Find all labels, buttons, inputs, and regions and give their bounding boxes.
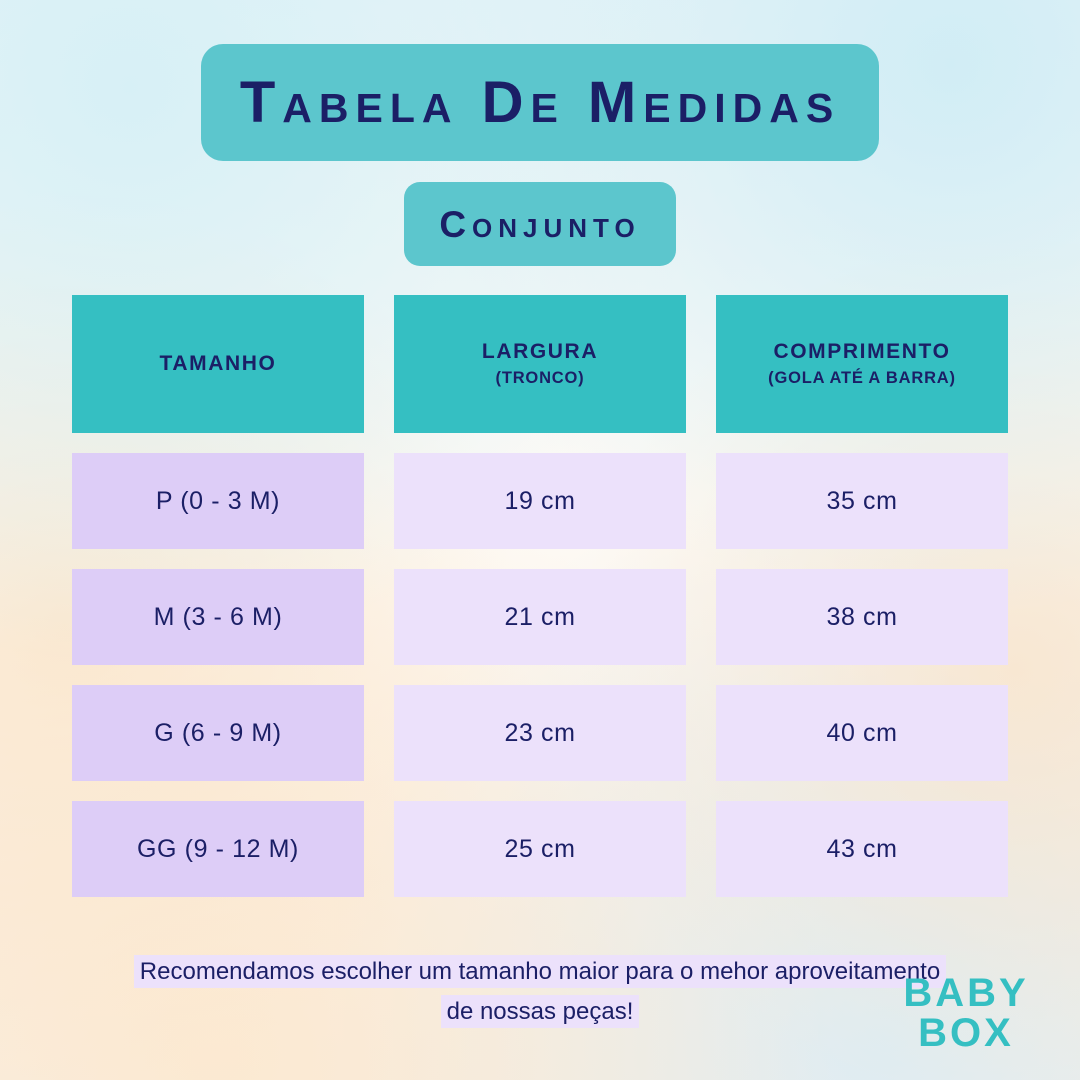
column-header-tamanho [72, 295, 364, 433]
measurements-table [72, 295, 1008, 897]
column-header-comprimento-sub: (GOLA ATÉ A BARRA) [768, 369, 956, 388]
subtitle-banner [404, 182, 676, 266]
column-gap [686, 569, 716, 665]
table-row [72, 569, 1008, 665]
column-header-comprimento [716, 295, 1008, 433]
column-header-largura-sub: (TRONCO) [495, 369, 585, 388]
cell-comprimento: 43 cm [716, 801, 1008, 897]
column-gap [364, 685, 394, 781]
table-row [72, 685, 1008, 781]
brand-logo-line1: BABY [903, 971, 1029, 1015]
brand-logo [888, 971, 1044, 1055]
cell-comprimento: 38 cm [716, 569, 1008, 665]
row-gap [72, 433, 1008, 453]
table-header-row [72, 295, 1008, 433]
column-gap [686, 453, 716, 549]
footnote-text: Recomendamos escolher um tamanho maior para o mehor aproveitamento de nossas peças! [134, 955, 946, 1028]
column-gap [364, 453, 394, 549]
row-gap [72, 781, 1008, 801]
cell-largura: 25 cm [394, 801, 686, 897]
cell-largura: 23 cm [394, 685, 686, 781]
column-header-comprimento-label: COMPRIMENTO [773, 340, 951, 363]
footnote [125, 952, 955, 1031]
column-header-tamanho-label: TAMANHO [159, 352, 277, 376]
column-gap [686, 801, 716, 897]
cell-largura: 21 cm [394, 569, 686, 665]
brand-logo-line2: BOX [918, 1011, 1014, 1055]
table-row [72, 453, 1008, 549]
cell-size: GG (9 - 12 M) [72, 801, 364, 897]
page-title: Tabela De Medidas [239, 69, 841, 135]
cell-size: M (3 - 6 M) [72, 569, 364, 665]
row-gap [72, 665, 1008, 685]
column-gap [364, 801, 394, 897]
column-header-largura [394, 295, 686, 433]
column-gap [364, 295, 394, 433]
cell-size: G (6 - 9 M) [72, 685, 364, 781]
column-gap [686, 685, 716, 781]
cell-size: P (0 - 3 M) [72, 453, 364, 549]
column-gap [686, 295, 716, 433]
cell-comprimento: 40 cm [716, 685, 1008, 781]
row-gap [72, 549, 1008, 569]
title-banner [201, 44, 879, 161]
cell-comprimento: 35 cm [716, 453, 1008, 549]
column-gap [364, 569, 394, 665]
table-row [72, 801, 1008, 897]
cell-largura: 19 cm [394, 453, 686, 549]
column-header-largura-label: LARGURA [481, 340, 599, 363]
page-subtitle: Conjunto [439, 203, 641, 245]
